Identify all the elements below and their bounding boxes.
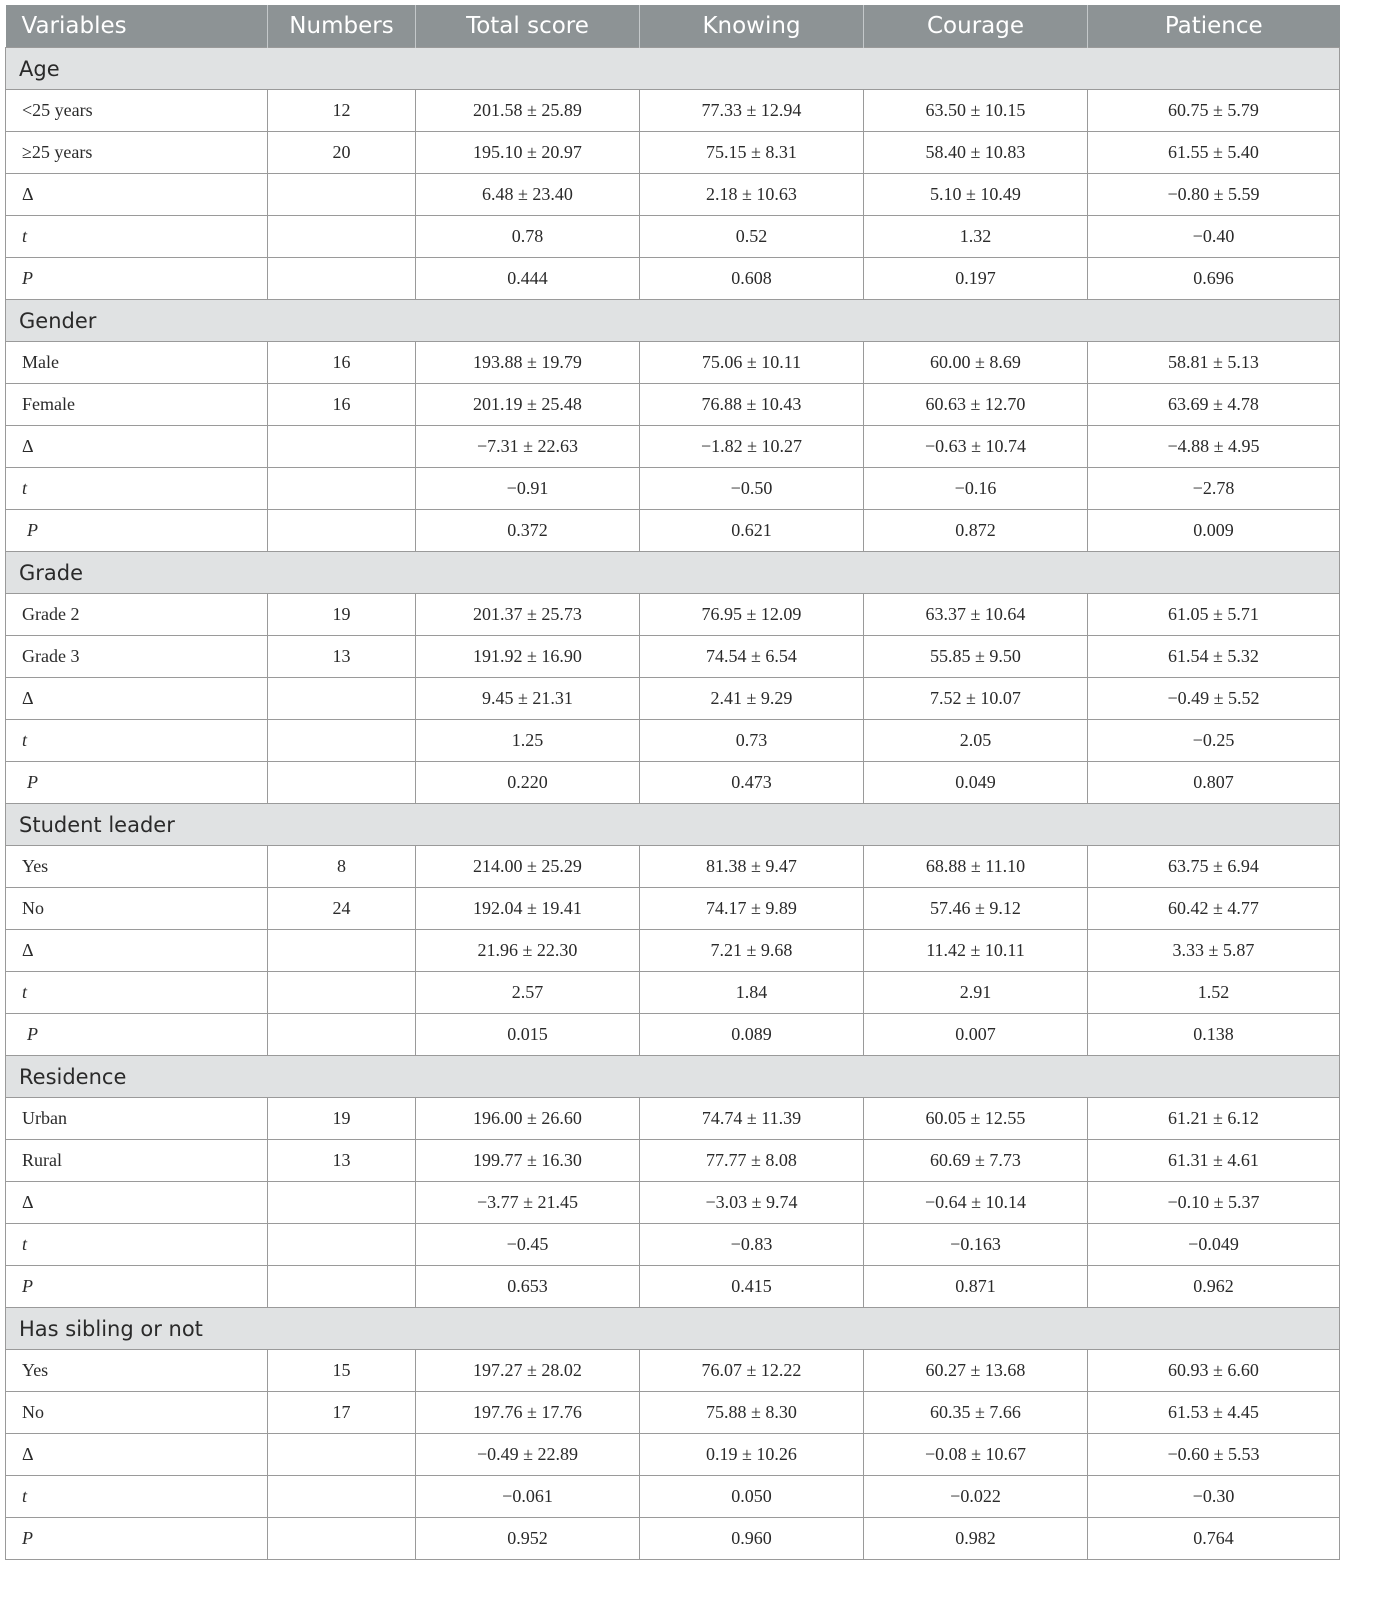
cell-patience: 61.53 ± 4.45 — [1088, 1392, 1340, 1434]
cell-knowing: 0.19 ± 10.26 — [640, 1434, 864, 1476]
cell-numbers: 13 — [268, 636, 416, 678]
cell-variable: Yes — [6, 1350, 268, 1392]
cell-numbers — [268, 468, 416, 510]
table-body — [6, 48, 1340, 1560]
header-knowing: Knowing — [640, 5, 864, 48]
cell-numbers: 24 — [268, 888, 416, 930]
cell-variable: Grade 3 — [6, 636, 268, 678]
table-row — [6, 972, 1340, 1014]
cell-knowing: 75.15 ± 8.31 — [640, 132, 864, 174]
cell-variable: <25 years — [6, 90, 268, 132]
cell-knowing: 0.608 — [640, 258, 864, 300]
cell-courage: 60.63 ± 12.70 — [864, 384, 1088, 426]
cell-patience: −0.049 — [1088, 1224, 1340, 1266]
table-row — [6, 132, 1340, 174]
cell-courage: −0.022 — [864, 1476, 1088, 1518]
header-variables: Variables — [6, 5, 268, 48]
cell-courage: 7.52 ± 10.07 — [864, 678, 1088, 720]
table-row — [6, 1014, 1340, 1056]
cell-courage: 60.69 ± 7.73 — [864, 1140, 1088, 1182]
cell-patience: 0.962 — [1088, 1266, 1340, 1308]
cell-total-score: 21.96 ± 22.30 — [416, 930, 640, 972]
cell-total-score: 0.653 — [416, 1266, 640, 1308]
cell-courage: 0.197 — [864, 258, 1088, 300]
cell-variable: Urban — [6, 1098, 268, 1140]
cell-knowing: 76.88 ± 10.43 — [640, 384, 864, 426]
cell-total-score: −0.91 — [416, 468, 640, 510]
table-row — [6, 636, 1340, 678]
cell-total-score: 196.00 ± 26.60 — [416, 1098, 640, 1140]
cell-variable: t — [6, 1476, 268, 1518]
cell-knowing: −0.83 — [640, 1224, 864, 1266]
cell-courage: −0.64 ± 10.14 — [864, 1182, 1088, 1224]
cell-courage: 63.37 ± 10.64 — [864, 594, 1088, 636]
cell-numbers: 12 — [268, 90, 416, 132]
cell-total-score: 0.220 — [416, 762, 640, 804]
cell-knowing: 74.74 ± 11.39 — [640, 1098, 864, 1140]
cell-knowing: −1.82 ± 10.27 — [640, 426, 864, 468]
cell-courage: 0.872 — [864, 510, 1088, 552]
cell-numbers: 19 — [268, 594, 416, 636]
cell-numbers: 8 — [268, 846, 416, 888]
cell-numbers: 15 — [268, 1350, 416, 1392]
cell-patience: 0.009 — [1088, 510, 1340, 552]
cell-knowing: 7.21 ± 9.68 — [640, 930, 864, 972]
cell-courage: 0.049 — [864, 762, 1088, 804]
cell-knowing: 77.33 ± 12.94 — [640, 90, 864, 132]
cell-knowing: 0.050 — [640, 1476, 864, 1518]
table-row — [6, 1140, 1340, 1182]
cell-variable: t — [6, 468, 268, 510]
cell-knowing: −3.03 ± 9.74 — [640, 1182, 864, 1224]
cell-numbers: 17 — [268, 1392, 416, 1434]
cell-variable: P — [6, 762, 268, 804]
header-courage: Courage — [864, 5, 1088, 48]
cell-knowing: 0.473 — [640, 762, 864, 804]
cell-patience: 1.52 — [1088, 972, 1340, 1014]
table-row — [6, 762, 1340, 804]
section-title: Age — [6, 48, 1340, 90]
cell-knowing: 75.06 ± 10.11 — [640, 342, 864, 384]
cell-variable: ≥25 years — [6, 132, 268, 174]
cell-numbers — [268, 1476, 416, 1518]
cell-variable: No — [6, 1392, 268, 1434]
section-title: Student leader — [6, 804, 1340, 846]
cell-patience: −0.40 — [1088, 216, 1340, 258]
table-row — [6, 678, 1340, 720]
section-title: Has sibling or not — [6, 1308, 1340, 1350]
table-row — [6, 216, 1340, 258]
cell-total-score: 201.37 ± 25.73 — [416, 594, 640, 636]
cell-variable: P — [6, 1266, 268, 1308]
cell-numbers — [268, 1518, 416, 1560]
table-row — [6, 1350, 1340, 1392]
table-row — [6, 90, 1340, 132]
cell-numbers — [268, 1434, 416, 1476]
cell-patience: 3.33 ± 5.87 — [1088, 930, 1340, 972]
cell-variable: Δ — [6, 930, 268, 972]
cell-patience: −0.60 ± 5.53 — [1088, 1434, 1340, 1476]
cell-patience: −4.88 ± 4.95 — [1088, 426, 1340, 468]
cell-total-score: 2.57 — [416, 972, 640, 1014]
cell-courage: 11.42 ± 10.11 — [864, 930, 1088, 972]
table-row — [6, 1392, 1340, 1434]
cell-knowing: 77.77 ± 8.08 — [640, 1140, 864, 1182]
cell-knowing: −0.50 — [640, 468, 864, 510]
cell-courage: 60.27 ± 13.68 — [864, 1350, 1088, 1392]
cell-courage: 58.40 ± 10.83 — [864, 132, 1088, 174]
cell-numbers — [268, 720, 416, 762]
table-row — [6, 174, 1340, 216]
cell-courage: 68.88 ± 11.10 — [864, 846, 1088, 888]
cell-knowing: 0.52 — [640, 216, 864, 258]
cell-numbers: 13 — [268, 1140, 416, 1182]
cell-knowing: 76.07 ± 12.22 — [640, 1350, 864, 1392]
cell-total-score: 0.372 — [416, 510, 640, 552]
cell-total-score: 195.10 ± 20.97 — [416, 132, 640, 174]
cell-courage: −0.16 — [864, 468, 1088, 510]
header-patience: Patience — [1088, 5, 1340, 48]
cell-total-score: 214.00 ± 25.29 — [416, 846, 640, 888]
cell-numbers: 19 — [268, 1098, 416, 1140]
cell-patience: 60.42 ± 4.77 — [1088, 888, 1340, 930]
table-row — [6, 720, 1340, 762]
cell-patience: 61.31 ± 4.61 — [1088, 1140, 1340, 1182]
table-row — [6, 846, 1340, 888]
cell-knowing: 0.960 — [640, 1518, 864, 1560]
cell-variable: Δ — [6, 1434, 268, 1476]
cell-knowing: 74.17 ± 9.89 — [640, 888, 864, 930]
cell-courage: 2.05 — [864, 720, 1088, 762]
cell-patience: 60.75 ± 5.79 — [1088, 90, 1340, 132]
section-title: Residence — [6, 1056, 1340, 1098]
cell-courage: 60.00 ± 8.69 — [864, 342, 1088, 384]
table-row — [6, 1434, 1340, 1476]
cell-courage: 2.91 — [864, 972, 1088, 1014]
header-row — [6, 5, 1340, 48]
table-row — [6, 510, 1340, 552]
cell-numbers — [268, 678, 416, 720]
cell-variable: Female — [6, 384, 268, 426]
table-row — [6, 1266, 1340, 1308]
section-header-row — [6, 300, 1340, 342]
table-row — [6, 888, 1340, 930]
cell-courage: −0.163 — [864, 1224, 1088, 1266]
cell-total-score: 1.25 — [416, 720, 640, 762]
cell-courage: 55.85 ± 9.50 — [864, 636, 1088, 678]
cell-courage: 5.10 ± 10.49 — [864, 174, 1088, 216]
table-row — [6, 468, 1340, 510]
cell-knowing: 1.84 — [640, 972, 864, 1014]
cell-total-score: 9.45 ± 21.31 — [416, 678, 640, 720]
cell-total-score: 0.444 — [416, 258, 640, 300]
cell-patience: 61.05 ± 5.71 — [1088, 594, 1340, 636]
cell-patience: 58.81 ± 5.13 — [1088, 342, 1340, 384]
cell-total-score: −0.45 — [416, 1224, 640, 1266]
section-header-row — [6, 48, 1340, 90]
cell-knowing: 0.089 — [640, 1014, 864, 1056]
cell-total-score: 192.04 ± 19.41 — [416, 888, 640, 930]
cell-patience: 61.21 ± 6.12 — [1088, 1098, 1340, 1140]
cell-variable: P — [6, 258, 268, 300]
cell-total-score: 0.78 — [416, 216, 640, 258]
cell-variable: P — [6, 510, 268, 552]
table-row — [6, 384, 1340, 426]
cell-numbers — [268, 1266, 416, 1308]
cell-variable: No — [6, 888, 268, 930]
cell-knowing: 81.38 ± 9.47 — [640, 846, 864, 888]
cell-variable: t — [6, 1224, 268, 1266]
section-header-row — [6, 552, 1340, 594]
table-row — [6, 1224, 1340, 1266]
cell-total-score: 199.77 ± 16.30 — [416, 1140, 640, 1182]
cell-total-score: 197.27 ± 28.02 — [416, 1350, 640, 1392]
cell-courage: −0.63 ± 10.74 — [864, 426, 1088, 468]
section-header-row — [6, 1308, 1340, 1350]
table-header — [6, 5, 1340, 48]
cell-courage: 57.46 ± 9.12 — [864, 888, 1088, 930]
section-header-row — [6, 804, 1340, 846]
cell-patience: −0.49 ± 5.52 — [1088, 678, 1340, 720]
cell-numbers — [268, 216, 416, 258]
table-row — [6, 594, 1340, 636]
cell-knowing: 0.621 — [640, 510, 864, 552]
cell-patience: 61.54 ± 5.32 — [1088, 636, 1340, 678]
cell-courage: 1.32 — [864, 216, 1088, 258]
cell-patience: 0.807 — [1088, 762, 1340, 804]
cell-patience: 63.69 ± 4.78 — [1088, 384, 1340, 426]
section-header-row — [6, 1056, 1340, 1098]
cell-numbers — [268, 972, 416, 1014]
cell-numbers — [268, 1224, 416, 1266]
section-title: Gender — [6, 300, 1340, 342]
cell-patience: −0.30 — [1088, 1476, 1340, 1518]
cell-patience: −0.80 ± 5.59 — [1088, 174, 1340, 216]
cell-variable: P — [6, 1518, 268, 1560]
cell-courage: 60.35 ± 7.66 — [864, 1392, 1088, 1434]
cell-variable: Rural — [6, 1140, 268, 1182]
cell-numbers — [268, 1014, 416, 1056]
table-row — [6, 930, 1340, 972]
table-row — [6, 1098, 1340, 1140]
cell-patience: −0.10 ± 5.37 — [1088, 1182, 1340, 1224]
table-row — [6, 258, 1340, 300]
table-row — [6, 342, 1340, 384]
table-row — [6, 1182, 1340, 1224]
cell-total-score: −3.77 ± 21.45 — [416, 1182, 640, 1224]
cell-numbers: 16 — [268, 342, 416, 384]
cell-courage: 0.871 — [864, 1266, 1088, 1308]
cell-knowing: 2.41 ± 9.29 — [640, 678, 864, 720]
cell-patience: 0.764 — [1088, 1518, 1340, 1560]
cell-total-score: −7.31 ± 22.63 — [416, 426, 640, 468]
cell-variable: t — [6, 720, 268, 762]
cell-numbers — [268, 258, 416, 300]
cell-total-score: 0.015 — [416, 1014, 640, 1056]
cell-variable: t — [6, 216, 268, 258]
table-row — [6, 1476, 1340, 1518]
cell-courage: 60.05 ± 12.55 — [864, 1098, 1088, 1140]
cell-variable: Male — [6, 342, 268, 384]
cell-courage: 63.50 ± 10.15 — [864, 90, 1088, 132]
results-table — [5, 5, 1340, 1560]
cell-patience: −0.25 — [1088, 720, 1340, 762]
cell-total-score: −0.061 — [416, 1476, 640, 1518]
cell-numbers: 16 — [268, 384, 416, 426]
cell-patience: 0.138 — [1088, 1014, 1340, 1056]
cell-knowing: 75.88 ± 8.30 — [640, 1392, 864, 1434]
cell-variable: Δ — [6, 174, 268, 216]
header-numbers: Numbers — [268, 5, 416, 48]
cell-total-score: 197.76 ± 17.76 — [416, 1392, 640, 1434]
cell-total-score: −0.49 ± 22.89 — [416, 1434, 640, 1476]
cell-variable: t — [6, 972, 268, 1014]
cell-knowing: 2.18 ± 10.63 — [640, 174, 864, 216]
cell-knowing: 0.73 — [640, 720, 864, 762]
cell-variable: Δ — [6, 426, 268, 468]
cell-patience: 60.93 ± 6.60 — [1088, 1350, 1340, 1392]
cell-patience: 63.75 ± 6.94 — [1088, 846, 1340, 888]
cell-total-score: 0.952 — [416, 1518, 640, 1560]
cell-variable: Yes — [6, 846, 268, 888]
table-row — [6, 426, 1340, 468]
cell-patience: −2.78 — [1088, 468, 1340, 510]
cell-courage: −0.08 ± 10.67 — [864, 1434, 1088, 1476]
cell-numbers — [268, 426, 416, 468]
cell-numbers: 20 — [268, 132, 416, 174]
cell-patience: 0.696 — [1088, 258, 1340, 300]
section-title: Grade — [6, 552, 1340, 594]
cell-courage: 0.982 — [864, 1518, 1088, 1560]
cell-total-score: 201.58 ± 25.89 — [416, 90, 640, 132]
cell-numbers — [268, 930, 416, 972]
cell-knowing: 0.415 — [640, 1266, 864, 1308]
cell-total-score: 201.19 ± 25.48 — [416, 384, 640, 426]
cell-total-score: 191.92 ± 16.90 — [416, 636, 640, 678]
cell-numbers — [268, 174, 416, 216]
cell-numbers — [268, 762, 416, 804]
cell-knowing: 74.54 ± 6.54 — [640, 636, 864, 678]
cell-variable: Δ — [6, 678, 268, 720]
cell-courage: 0.007 — [864, 1014, 1088, 1056]
cell-variable: P — [6, 1014, 268, 1056]
header-total-score: Total score — [416, 5, 640, 48]
cell-patience: 61.55 ± 5.40 — [1088, 132, 1340, 174]
table-row — [6, 1518, 1340, 1560]
cell-variable: Grade 2 — [6, 594, 268, 636]
cell-numbers — [268, 510, 416, 552]
cell-total-score: 193.88 ± 19.79 — [416, 342, 640, 384]
cell-knowing: 76.95 ± 12.09 — [640, 594, 864, 636]
cell-variable: Δ — [6, 1182, 268, 1224]
cell-numbers — [268, 1182, 416, 1224]
cell-total-score: 6.48 ± 23.40 — [416, 174, 640, 216]
